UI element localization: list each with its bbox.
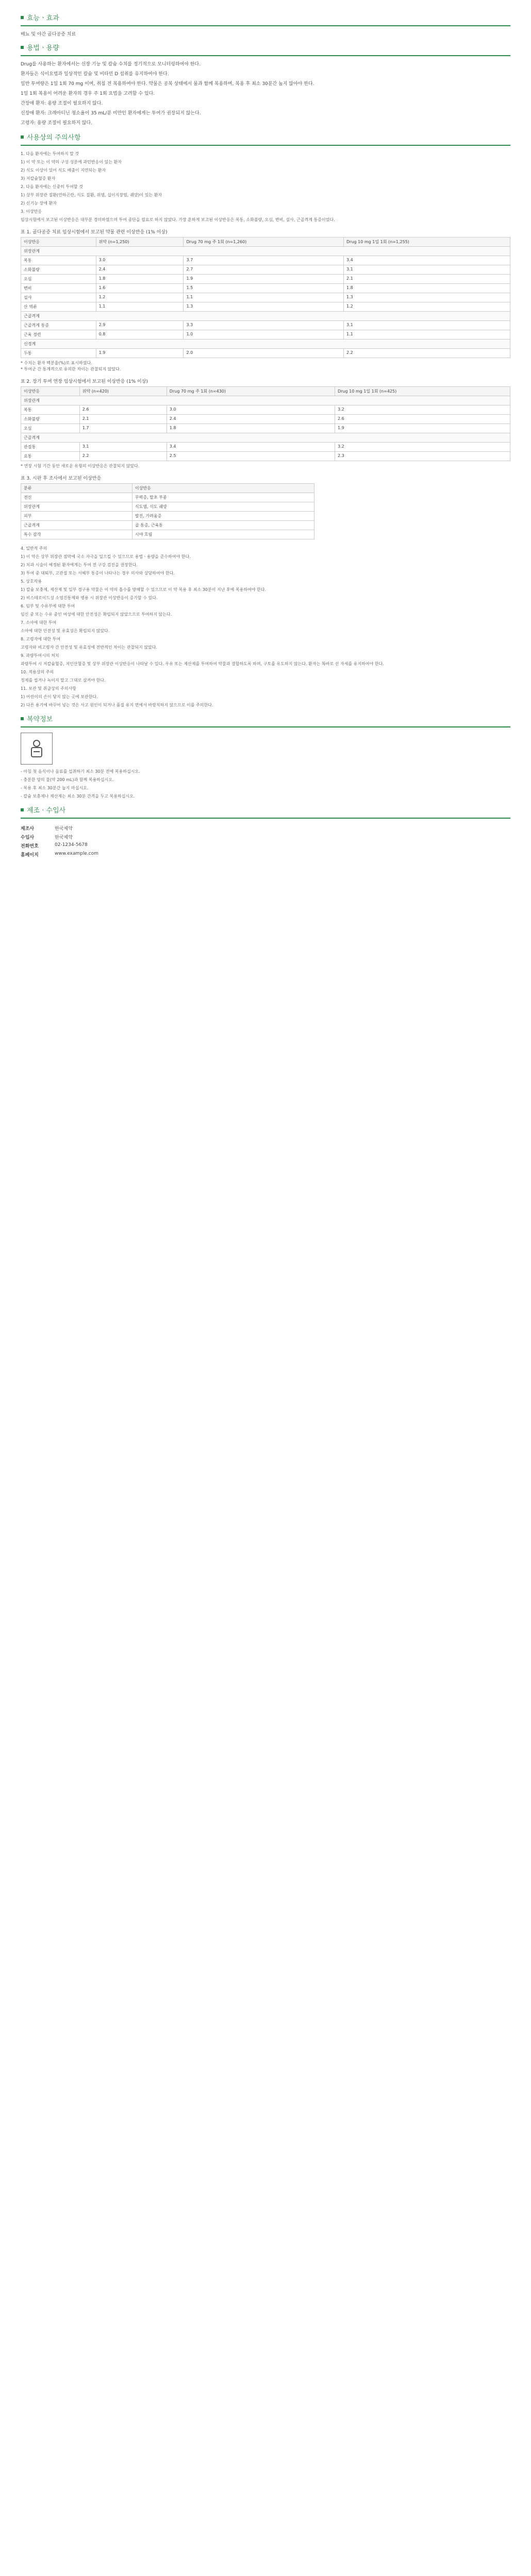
table-row: 오심 1.7 1.8 1.9 [21,424,510,433]
table-row: 피부 발진, 가려움증 [21,512,314,521]
table-row: 복통 3.0 3.7 3.4 [21,256,510,265]
pill-instruction-icon [21,733,53,765]
table-row: 소화불량 2.1 2.4 2.6 [21,415,510,424]
table-group-label: 근골격계 [21,312,510,321]
precaution-paragraph: 10. 적용상의 주의 [21,670,54,674]
contact-row: 제조사 한국제약 [21,826,73,832]
table-row: 산 역류 1.1 1.3 1.2 [21,302,510,312]
precaution-paragraph: 2. 다음 환자에는 신중히 투여할 것 [21,184,83,189]
table-note: * 연장 시험 기간 동안 새로운 유형의 이상반응은 관찰되지 않았다. [21,464,140,468]
section-bullet-icon [21,16,24,19]
table-row: 설사 1.2 1.1 1.3 [21,293,510,302]
precaution-paragraph: 3. 이상반응 [21,209,42,214]
section-divider [21,25,510,26]
contact-row[interactable]: 홈페이지 www.example.com [21,850,102,859]
table-row: 복통 2.6 3.0 3.2 [21,405,510,415]
precaution-paragraph: 소아에 대한 안전성 및 유효성은 확립되지 않았다. [21,629,110,633]
table1-caption: 표 1. 골다공증 치료 임상시험에서 보고된 약물 관련 이상반응 (1% 이상) [21,230,168,235]
precaution-paragraph: 임신 중 또는 수유 중인 여성에 대한 안전성은 확립되지 않았으므로 투여하지 않는다. [21,612,172,617]
table-row: 전신 무력증, 말초 부종 [21,493,314,502]
precaution-paragraph: 11. 보관 및 취급상의 주의사항 [21,686,76,691]
manufacturer-table [21,824,102,859]
precaution-paragraph: 고령자와 비고령자 간 안전성 및 유효성에 전반적인 차이는 관찰되지 않았다. [21,645,157,650]
general-precautions-body [21,546,510,708]
section-bullet-icon [21,46,24,49]
precaution-paragraph: 2) 다른 용기에 바꾸어 넣는 것은 사고 원인이 되거나 품질 유지 면에서 바람직하지 않으므로 이를 주의한다. [21,703,213,707]
table2-notes [21,463,510,469]
precaution-paragraph: 7. 소아에 대한 투여 [21,620,57,625]
precaution-paragraph: 3) 저칼슘혈증 환자 [21,176,56,181]
table-header: Drug 70 mg 주 1회 (n=1,260) [184,238,344,247]
precaution-paragraph: 1) 상부 위장관 질환(연하곤란, 식도 질환, 위염, 십이지장염, 궤양)이 있는 환자 [21,193,162,197]
precaution-paragraph: 2) 식도 이상이 있어 식도 배출이 지연되는 환자 [21,168,106,173]
postmarketing-table [21,483,314,539]
contact-row: 전화번호 02-1234-5678 [21,842,88,849]
table-header: 이상반응 [21,238,96,247]
table-header: Drug 10 mg 1일 1회 (n=1,255) [344,238,510,247]
dosage-paragraph: 간장애 환자: 용량 조절이 필요하지 않다. [21,101,103,106]
precaution-paragraph: 임상시험에서 보고된 이상반응은 대부분 경미하였으며 투여 중단을 필요로 하지 않았다. 가장 흔하게 보고된 이상반응은 복통, 소화불량, 오심, 변비, 설사, 근골격계 통증이었다. [21,217,335,222]
precaution-paragraph: 2) 치과 시술이 예정된 환자에게는 투여 전 구강 검진을 권장한다. [21,563,138,567]
dosage-paragraph: 일반 투여량은 1일 1회 70 mg 이며, 취침 전 복용하여야 한다. 약물은 공복 상태에서 물과 함께 복용하며, 복용 후 최소 30분간 눕지 않아야 한다. [21,81,314,87]
adverse-events-table-2 [21,386,510,461]
precaution-paragraph: 1. 다음 환자에는 투여하지 말 것 [21,151,79,156]
table-group-label: 위장관계 [21,396,510,405]
table-row: 근골격계 통증 2.9 3.3 3.1 [21,321,510,330]
contact-row: 수입사 한국제약 [21,835,73,840]
precaution-paragraph: 1) 칼슘 보충제, 제산제 및 일부 경구용 약물은 이 약의 흡수를 방해할 수 있으므로 이 약 복용 후 최소 30분이 지난 후에 복용하여야 한다. [21,587,267,592]
precaution-paragraph: 4. 일반적 주의 [21,546,47,551]
precaution-paragraph: 2) 비스테로이드성 소염진통제와 병용 시 위장관 이상반응이 증가할 수 있다. [21,596,158,600]
dosage-paragraph: 1일 1회 복용이 어려운 환자의 경우 주 1회 요법을 고려할 수 있다. [21,91,155,96]
section-divider [21,145,510,146]
dosage-paragraph: 신장애 환자: 크레아티닌 청소율이 35 mL/분 미만인 환자에게는 투여가 권장되지 않는다. [21,111,201,116]
dosage-body [21,61,510,127]
precaution-paragraph: 2) 신기능 장애 환자 [21,201,57,206]
precautions-body [21,151,510,223]
medication-info-lines [21,769,510,800]
dosage-title: 용법ㆍ용량 [21,42,510,52]
medication-info-title: 복약정보 [21,714,510,723]
dosage-paragraph: 환자들은 식이요법과 일상적인 칼슘 및 비타민 D 섭취를 유지하여야 한다. [21,72,169,77]
precautions-title: 사용상의 주의사항 [21,132,510,142]
table-header: Drug 70 mg 주 1회 (n=430) [167,387,335,396]
table-header: 이상반응 [21,387,80,396]
table1-notes [21,360,510,372]
table-row: 근육 경련 0.8 1.0 1.1 [21,330,510,340]
precaution-paragraph: 6. 임부 및 수유부에 대한 투여 [21,604,75,608]
table3-caption: 표 3. 시판 후 조사에서 보고된 이상반응 [21,476,102,481]
table-note: * 수치는 환자 백분율(%)로 표시하였다. [21,361,92,365]
precaution-paragraph: 1) 이 약 또는 이 약의 구성 성분에 과민반응이 있는 환자 [21,160,122,164]
section-divider [21,726,510,727]
manufacturer-title: 제조 · 수입사 [21,805,510,815]
table-group-label: 신경계 [21,340,510,349]
table-row: 오심 1.8 1.9 2.1 [21,275,510,284]
drug-info-page [0,0,531,867]
table-row: 두통 1.9 2.0 2.2 [21,349,510,358]
medication-info-line: - 복용 후 최소 30분간 눕지 마십시오. [21,786,89,790]
table-group-label: 위장관계 [21,247,510,256]
dosage-paragraph: 고령자: 용량 조절이 필요하지 않다. [21,121,93,126]
precaution-paragraph: 8. 고령자에 대한 투여 [21,637,61,641]
medication-info-line: - 충분한 양의 물(약 200 mL)과 함께 복용하십시오. [21,777,114,782]
table-header: 위약 (n=420) [79,387,167,396]
table-row: 근골격계 골 통증, 근육통 [21,521,314,530]
adverse-events-table-1 [21,237,510,358]
section-divider [21,55,510,56]
precaution-paragraph: 5. 상호작용 [21,579,42,584]
table-row: 특수 감각 시야 흐림 [21,530,314,539]
table-row: 소화불량 2.4 2.7 3.1 [21,265,510,275]
table-row: 요통 2.2 2.5 2.3 [21,452,510,461]
table2-caption: 표 2. 장기 투여 연장 임상시험에서 보고된 이상반응 (1% 이상) [21,379,148,384]
precaution-paragraph: 1) 어린이의 손이 닿지 않는 곳에 보관한다. [21,694,98,699]
section-divider [21,818,510,819]
table-row: 관절통 3.1 3.4 3.2 [21,443,510,452]
section-bullet-icon [21,808,24,811]
efficacy-title: 효능ㆍ효과 [21,12,510,22]
precaution-paragraph: 9. 과량투여시의 처치 [21,653,59,658]
precaution-paragraph: 과량투여 시 저칼슘혈증, 저인산혈증 및 상부 위장관 이상반응이 나타날 수 있다. 우유 또는 제산제를 투여하여 약물과 결합하도록 하며, 구토를 유도하지 않는다. 환자는 똑바로 선 자세를 유지하여야 한다. [21,662,384,666]
pill-instruction-icon-svg [26,738,47,759]
precaution-paragraph: 정제를 씹거나 녹이지 말고 그대로 삼켜야 한다. [21,678,106,683]
section-bullet-icon [21,135,24,139]
table-row: 위장관계 식도염, 식도 궤양 [21,502,314,512]
precaution-paragraph: 3) 투여 중 대퇴부, 고관절 또는 서혜부 통증이 나타나는 경우 의사와 상담하여야 한다. [21,571,175,575]
table-group-label: 근골격계 [21,433,510,443]
table-header: 위약 (n=1,250) [96,238,184,247]
medication-info-line: - 아침 첫 음식이나 음료를 섭취하기 최소 30분 전에 복용하십시오. [21,769,140,774]
efficacy-body: 배뇨 및 야간 골다공증 치료 [21,32,76,37]
medication-info-line: - 칼슘 보충제나 제산제는 최소 30분 간격을 두고 복용하십시오. [21,794,135,799]
table-row: 분류 이상반응 [21,484,314,493]
homepage-link[interactable]: www.example.com [55,851,98,856]
table-row: 변비 1.6 1.5 1.8 [21,284,510,293]
dosage-paragraph: Drug를 사용하는 환자에서는 신장 기능 및 칼슘 수치를 정기적으로 모니터링하여야 한다. [21,62,201,67]
table-header: Drug 10 mg 1일 1회 (n=425) [335,387,510,396]
section-bullet-icon [21,717,24,720]
precaution-paragraph: 1) 이 약은 상부 위장관 점막에 국소 자극을 일으킬 수 있으므로 용법ㆍ용량을 준수하여야 한다. [21,554,191,559]
table-note: * 투여군 간 통계적으로 유의한 차이는 관찰되지 않았다. [21,367,121,371]
